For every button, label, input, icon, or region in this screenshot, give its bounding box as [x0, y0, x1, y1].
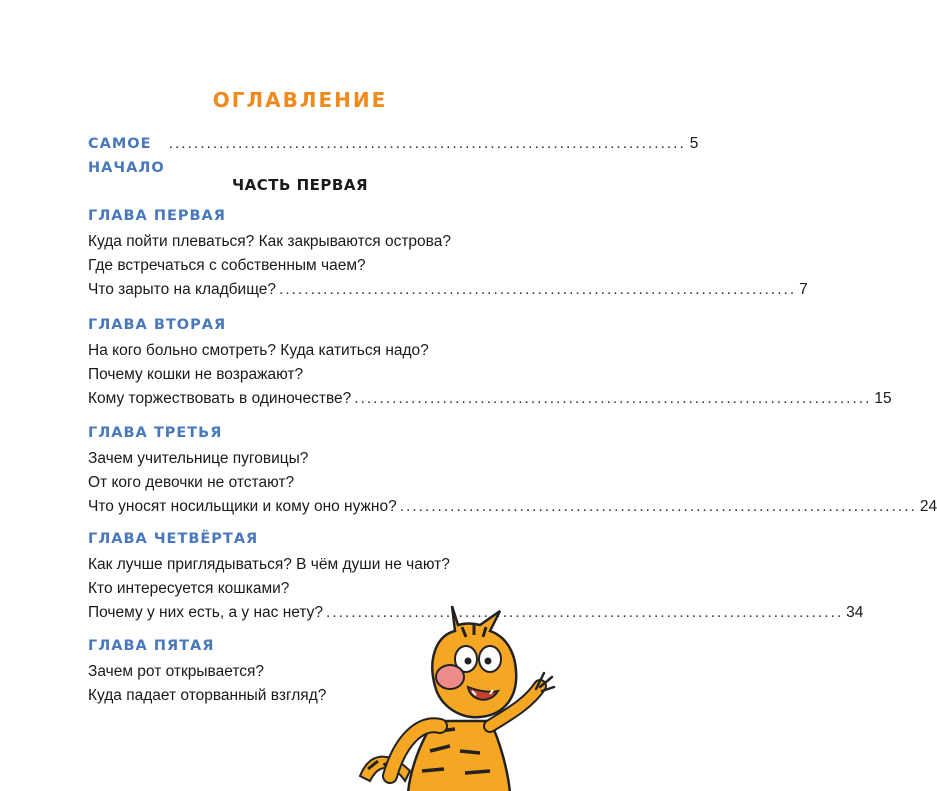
chapter-line: Как лучше приглядываться? В чём души не чают? [88, 556, 450, 573]
chapter-line: Зачем учительнице пуговицы? [88, 450, 309, 467]
chapter-line: Почему кошки не возражают? [88, 366, 304, 383]
chapter-heading: ГЛАВА ТРЕТЬЯ [88, 425, 223, 441]
chapter-line: Куда падает оторванный взгляд? [88, 687, 327, 704]
intro-label: САМОЕ НАЧАЛО [88, 136, 165, 176]
cartoon-cat-icon [340, 601, 600, 791]
chapter-entry [88, 313, 892, 411]
chapter-entry [88, 421, 937, 519]
chapter-heading: ГЛАВА ВТОРАЯ [88, 317, 227, 333]
chapter-line: От кого девочки не отстают? [88, 474, 295, 491]
chapter-line: Куда пойти плеваться? Как закрываются острова? [88, 233, 451, 250]
chapter-line: Что уносят носильщики и кому оно нужно? [88, 498, 397, 515]
chapter-last-line [88, 495, 937, 519]
chapter-heading: ГЛАВА ПЯТАЯ [88, 638, 215, 654]
page-number: 24 [919, 498, 937, 515]
page-number: 7 [799, 281, 808, 298]
chapter-last-line [88, 387, 892, 411]
chapter-line: Где встречаться с собственным чаем? [88, 257, 366, 274]
dot-leader: .................................................................................. [168, 135, 686, 152]
page-title: ОГЛАВЛЕНИЕ [212, 88, 388, 112]
chapter-line: Зачем рот открывается? [88, 663, 265, 680]
toc-intro-entry [88, 132, 699, 180]
page-number: 15 [874, 390, 892, 407]
page-number: 5 [689, 135, 699, 152]
chapter-heading: ГЛАВА ПЕРВАЯ [88, 208, 226, 224]
chapter-line: Кто интересуется кошками? [88, 580, 290, 597]
dot-leader: .................................................................................. [279, 281, 797, 298]
dot-leader: .................................................................................. [399, 498, 917, 515]
chapter-line: Почему у них есть, а у нас нету? [88, 604, 324, 621]
part-title: ЧАСТЬ ПЕРВАЯ [231, 176, 368, 194]
chapter-last-line [88, 278, 808, 302]
page-number: 34 [846, 604, 864, 621]
chapter-line: Кому торжествовать в одиночестве? [88, 390, 352, 407]
chapter-entry [88, 204, 808, 302]
dot-leader: .................................................................................. [326, 604, 844, 621]
chapter-heading: ГЛАВА ЧЕТВЁРТАЯ [88, 531, 259, 547]
chapter-line: На кого больно смотреть? Куда катиться надо? [88, 342, 429, 359]
dot-leader: .................................................................................. [354, 390, 872, 407]
chapter-line: Что зарыто на кладбище? [88, 281, 277, 298]
